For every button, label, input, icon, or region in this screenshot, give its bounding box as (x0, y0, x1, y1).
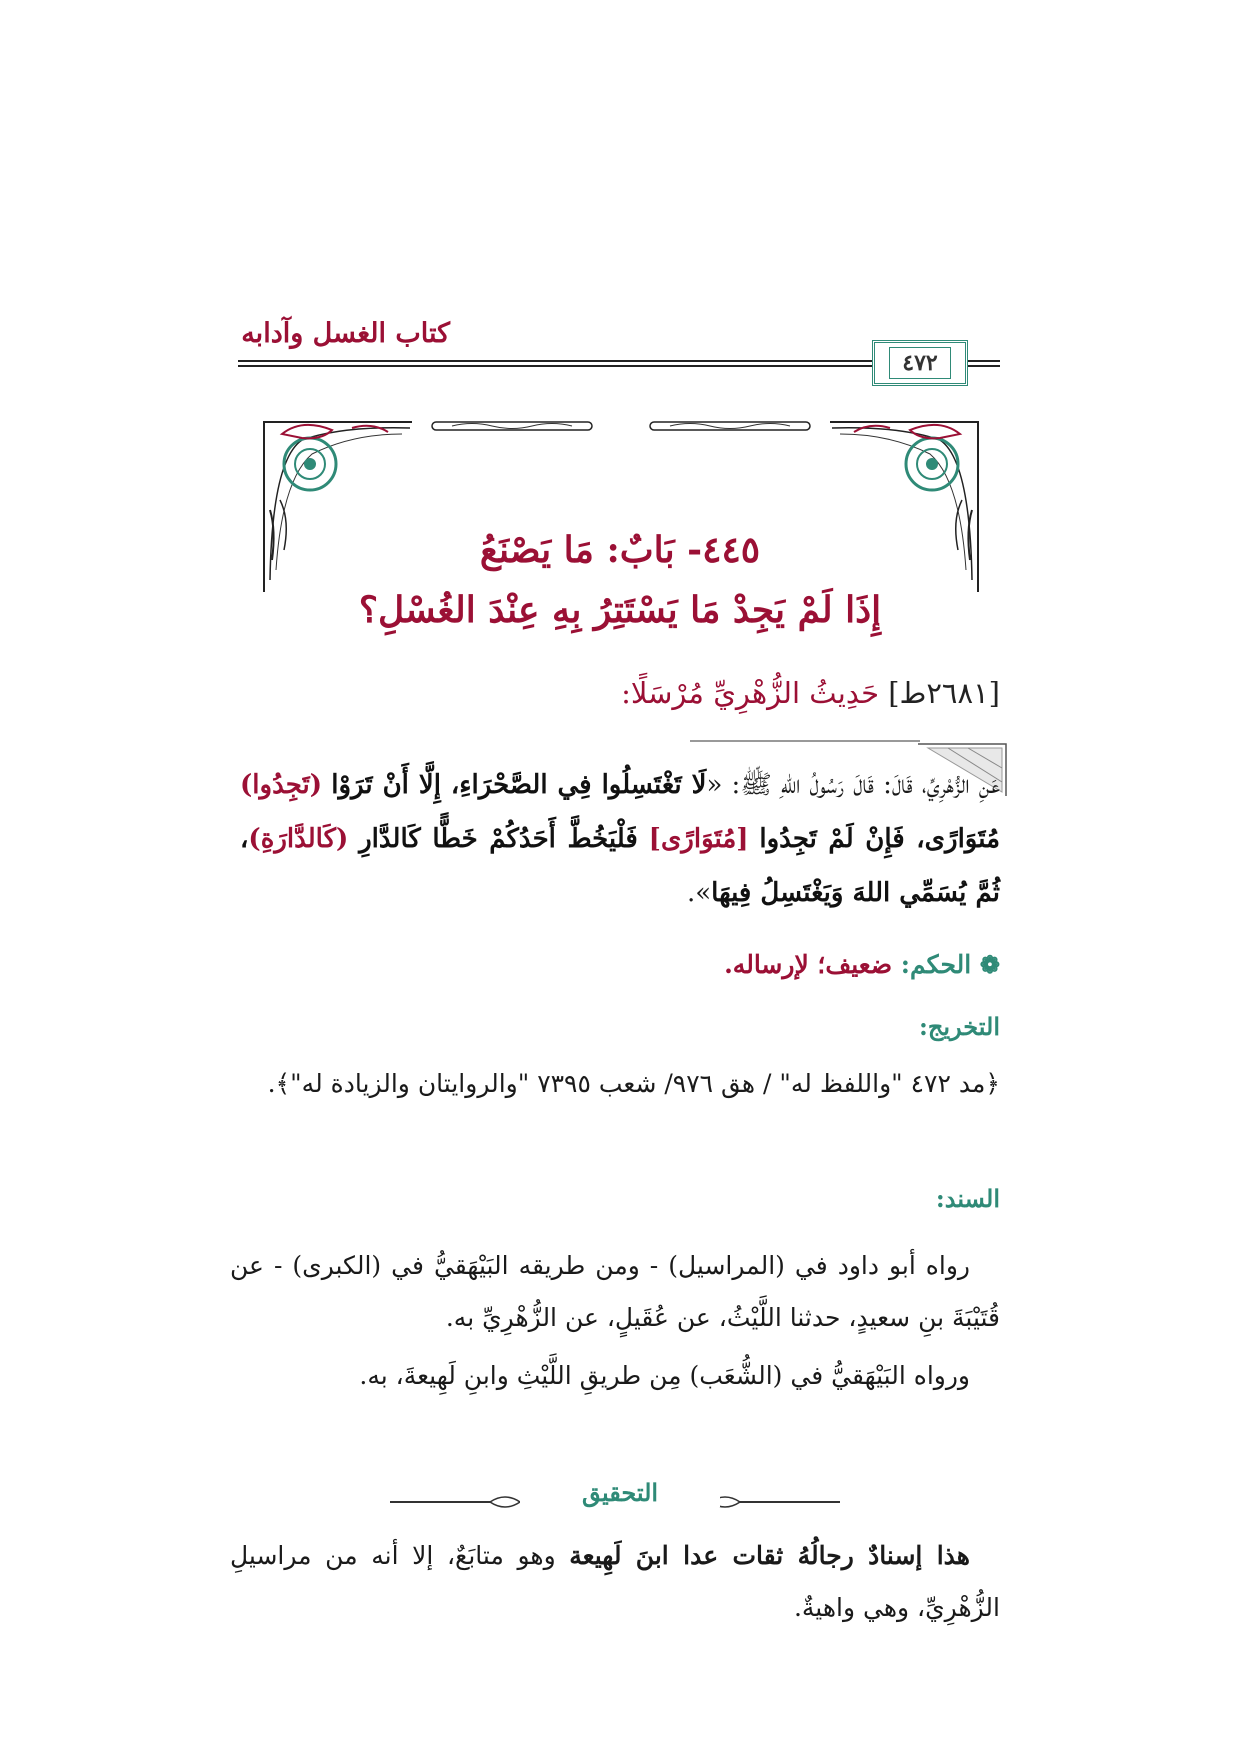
hukm-line (240, 950, 1000, 979)
hadith-part-4: ، ثُمَّ يُسَمِّي اللهَ وَيَغْتَسِلُ فِيهَا (240, 824, 1000, 908)
tahqiq-rest: وهو متابَعٌ، إلا أنه من مراسيلِ الزُّهْرِيِّ، وهي واهيةٌ. (230, 1541, 1000, 1622)
hukm-label: الحكم: (900, 950, 972, 979)
top-ornament-bars (432, 422, 810, 430)
tahqiq-label: التحقيق (520, 1478, 720, 1507)
takhrij-label: التخريج: (919, 1012, 1000, 1041)
chapter-title-line-1: ٤٤٥- بَابٌ: مَا يَصْنَعُ (479, 529, 761, 571)
flower-icon: ❁ (979, 950, 1000, 979)
tahqiq-text (230, 1530, 1000, 1634)
hadith-text (240, 758, 1000, 920)
chapter-title-line-2: إِذَا لَمْ يَجِدْ مَا يَسْتَتِرُ بِهِ عِنْدَ الغُسْلِ؟ (358, 589, 882, 631)
hadith-title: حَدِيثُ الزُّهْرِيِّ مُرْسَلًا: (621, 676, 879, 710)
hadith-part-3: فَلْيَخُطَّ أَحَدُكُمْ خَطًّا كَالدَّارِ (359, 824, 638, 854)
sanad-label: السند: (935, 1184, 1000, 1213)
hadith-outro: ». (687, 878, 712, 908)
hadith-variant-1: (تَجِدُوا) (240, 770, 323, 800)
hadith-heading-rule (690, 740, 920, 742)
hadith-part-2: مُتَوَارًى، فَإِنْ لَمْ تَجِدُوا (759, 824, 1001, 854)
running-title: كتاب الغسل وآدابه (241, 318, 450, 349)
tahqiq-bold: هذا إسنادٌ رجالُهُ ثقات عدا ابنَ لَهِيعة (569, 1541, 970, 1570)
hadith-number: [٢٦٨١ط] (888, 676, 1000, 710)
hukm-value: ضعيف؛ لإرساله. (724, 950, 893, 979)
hadith-variant-3: (كَالدَّارَةِ) (248, 824, 349, 854)
hadith-variant-2: [مُتَوَارًى] (648, 824, 749, 854)
hadith-heading (240, 676, 1000, 710)
takhrij-text: ﴿مد ٤٧٢ "واللفظ له" / هق ٩٧٦/ شعب ٧٣٩٥ "والروايتان والزيادة له"﴾. (267, 1069, 1000, 1098)
chapter-title (300, 520, 940, 640)
sanad-paragraph-2: ورواه البَيْهَقيُّ في (الشُّعَب) مِن طريقِ اللَّيْثِ وابنِ لَهِيعةَ، به. (359, 1361, 970, 1390)
sanad-paragraph-1: رواه أبو داود في (المراسيل) - ومن طريقه البَيْهَقيُّ في (الكبرى) - عن قُتَيْبَةَ بنِ سعيدٍ، حدثنا اللَّيْثُ، عن عُقَيلٍ، عن الزُّهْرِيِّ به. (230, 1251, 1000, 1332)
hadith-intro: عَنِ الزُّهْرِيِّ، قَالَ: قَالَ رَسُولُ اللهِ ﷺ: « (706, 770, 1001, 800)
page-number-frame (872, 340, 968, 386)
page-number: ٤٧٢ (889, 347, 950, 379)
hadith-part-1: لَا تَغْتَسِلُوا فِي الصَّحْرَاءِ، إِلَّا أَنْ تَرَوْا (331, 770, 707, 800)
